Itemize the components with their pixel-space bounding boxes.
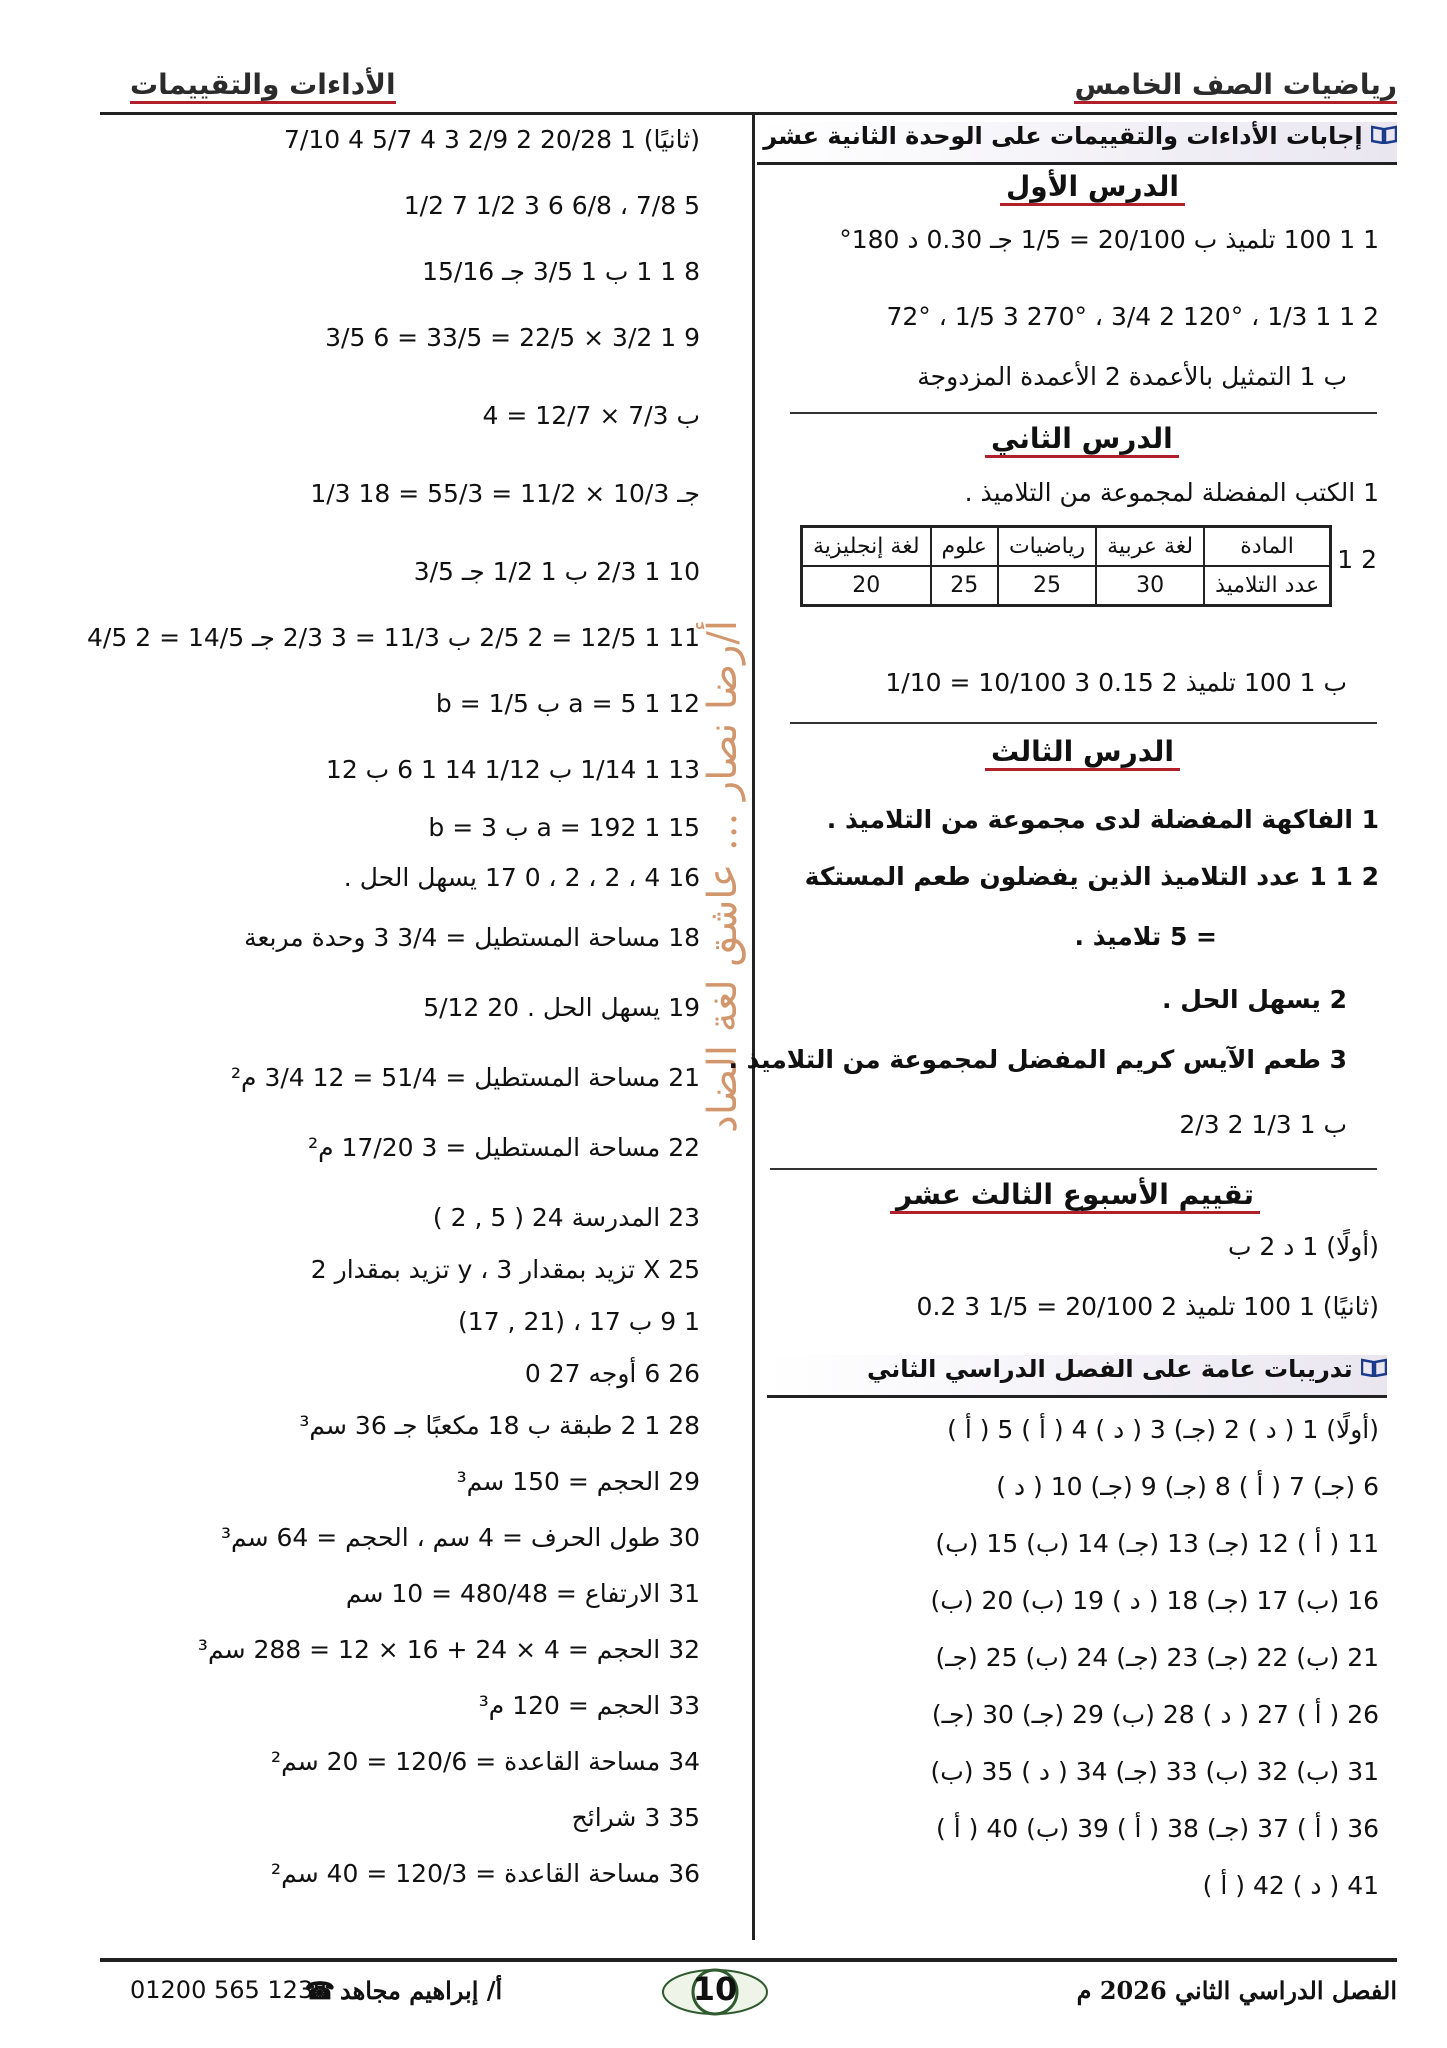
lesson1-row3: ب 1 التمثيل بالأعمدة 2 الأعمدة المزدوجة [917,362,1347,391]
lesson3-row2: 2 1 1 عدد التلاميذ الذين يفضلون طعم المستكة [804,862,1379,891]
lesson1-title: الدرس الأول [1000,170,1185,203]
list-item: جـ 10/3 × 11/2 = 55/3 = 18 1/3 [310,479,700,508]
list-item: 31 الارتفاع = 480/48 = 10 سم [345,1579,700,1608]
footer-phone: 01200 565 123 [130,1976,314,2004]
list-item: 36 ( أ ) 37 (جـ) 38 ( أ ) 39 (ب) 40 ( أ ) [936,1814,1379,1843]
list-item: 26 6 أوجه 27 0 [524,1359,700,1388]
list-item: 31 (ب) 32 (ب) 33 (جـ) 34 ( د ) 35 (ب) [930,1757,1379,1786]
list-item: 15 1 a = 192 ب b = 3 [428,813,700,842]
list-item: 9 1 3/2 × 22/5 = 33/5 = 6 3/5 [325,323,700,352]
lesson3-row5: 3 طعم الآيس كريم المفضل لمجموعة من التلاميذ . [728,1045,1347,1074]
left-answers [87,125,700,1915]
lesson2-row3: ب 1 100 تلميذ 2 0.15 3 10/100 = 1/10 [885,668,1347,697]
watermark: أ/رضا نصار ... عاشق لغة الضاد [700,620,746,1133]
week-row2: (ثانيًا) 1 100 تلميذ 2 20/100 = 1/5 3 0.2 [916,1292,1379,1321]
footer-semester: الفصل الدراسي الثاني 2026 م [1076,1976,1397,2005]
phone-icon: ☎ [305,1976,335,2005]
table-cell: المادة [1204,527,1331,567]
table-row [802,566,1331,606]
list-item: 36 مساحة القاعدة = 120/3 = 40 سم² [271,1859,700,1888]
lesson1-row2: 2 1 1 1/3 ، 120° 2 3/4 ، 270° 3 1/5 ، 72° [886,302,1379,331]
list-item: 21 (ب) 22 (جـ) 23 (جـ) 24 (ب) 25 (جـ) [935,1643,1379,1672]
lesson3-row1: 1 الفاكهة المفضلة لدى مجموعة من التلاميذ . [826,805,1379,834]
list-item: 23 المدرسة 24 ( 5 , 2 ) [432,1203,700,1232]
header-divider [100,112,1397,115]
header-left-title: الأداءات والتقييمات [130,68,396,101]
list-item: 21 مساحة المستطيل = 51/4 = 12 3/4 م² [230,1063,700,1092]
list-item: 6 (جـ) 7 ( أ ) 8 (جـ) 9 (جـ) 10 ( د ) [996,1472,1379,1501]
list-item: 32 الحجم = 4 × 24 + 16 × 12 = 288 سم³ [197,1635,700,1664]
list-item: (ثانيًا) 1 20/28 2 2/9 3 4 5/7 4 7/10 [284,125,700,154]
list-item: 29 الحجم = 150 سم³ [456,1467,700,1496]
table-cell: 20 [802,566,931,606]
list-item: 22 مساحة المستطيل = 3 17/20 م² [308,1133,700,1162]
list-item: 5 7/8 ، 6/8 6 3 1/2 7 1/2 [403,191,700,220]
lesson3-row4: 2 يسهل الحل . [1162,985,1347,1014]
table-cell: عدد التلاميذ [1204,566,1331,606]
subject-table [800,525,1332,607]
list-item: 35 3 شرائح [571,1803,700,1832]
list-item: 12 1 a = 5 ب b = 1/5 [435,689,700,718]
list-item: 34 مساحة القاعدة = 120/6 = 20 سم² [271,1747,700,1776]
list-item: 13 1 1/14 ب 1/12 14 1 6 ب 12 [325,755,700,784]
table-cell: رياضيات [998,527,1096,567]
table-cell: 30 [1096,566,1204,606]
list-item: 10 1 2/3 ب 1 1/2 جـ 3/5 [413,557,700,586]
list-item: 16 4 ، 2 ، 2 ، 0 17 يسهل الحل . [343,863,700,892]
lesson-divider-2 [790,722,1377,724]
week-title: تقييم الأسبوع الثالث عشر [890,1178,1260,1211]
lesson3-title: الدرس الثالث [985,735,1180,768]
list-item: (أولًا) 1 ( د ) 2 (جـ) 3 ( د ) 4 ( أ ) 5 ( أ ) [947,1415,1379,1444]
general-answers [759,1415,1379,1928]
list-item: 1 9 ب 17 ، (21 , 17) [458,1307,700,1336]
list-item: 8 1 1 ب 1 3/5 جـ 15/16 [422,257,700,286]
list-item: 28 1 2 طبقة ب 18 مكعبًا جـ 36 سم³ [299,1411,700,1440]
lesson2-label2: 2 1 [1337,545,1377,574]
list-item: 25 X تزيد بمقدار 3 ، y تزيد بمقدار 2 [310,1255,700,1284]
answers-section-title: إجابات الأداءات والتقييمات على الوحدة الثانية عشر [757,122,1397,165]
table-cell: علوم [931,527,998,567]
page-number: 10 [660,1962,770,2022]
list-item: 11 ( أ ) 12 (جـ) 13 (جـ) 14 (ب) 15 (ب) [935,1529,1379,1558]
list-item: 33 الحجم = 120 م³ [478,1691,700,1720]
table-cell: لغة عربية [1096,527,1204,567]
footer-teacher: أ/ إبراهيم مجاهد [340,1976,503,2005]
list-item: 26 ( أ ) 27 ( د ) 28 (ب) 29 (جـ) 30 (جـ) [931,1700,1379,1729]
book-icon [1371,122,1397,142]
lesson1-row1: 1 1 100 تلميذ ب 20/100 = 1/5 جـ 0.30 د 180° [839,225,1379,254]
table-cell: لغة إنجليزية [802,527,931,567]
week-row1: (أولًا) 1 د 2 ب [1227,1232,1379,1261]
lesson3-row6: ب 1 1/3 2 2/3 [1179,1110,1347,1139]
book-icon [1361,1355,1387,1375]
list-item: 30 طول الحرف = 4 سم ، الحجم = 64 سم³ [220,1523,700,1552]
list-item: ب 7/3 × 12/7 = 4 [482,401,700,430]
table-header-row [802,527,1331,567]
header-right-title: رياضيات الصف الخامس [1074,68,1397,101]
table-cell: 25 [998,566,1096,606]
lesson3-row3: = 5 تلاميذ . [1074,922,1217,951]
lesson-divider-3 [770,1168,1377,1170]
general-section-title: تدريبات عامة على الفصل الدراسي الثاني [767,1355,1387,1398]
lesson2-title: الدرس الثاني [985,422,1179,455]
list-item: 19 يسهل الحل . 20 5/12 [423,993,700,1022]
table-cell: 25 [931,566,998,606]
list-item: 18 مساحة المستطيل = 3/4 3 وحدة مربعة [244,923,700,952]
lesson2-row1: 1 الكتب المفضلة لمجموعة من التلاميذ . [964,478,1379,507]
list-item: 41 ( د ) 42 ( أ ) [1202,1871,1379,1900]
lesson-divider-1 [790,412,1377,414]
list-item: 16 (ب) 17 (جـ) 18 ( د ) 19 (ب) 20 (ب) [930,1586,1379,1615]
list-item: 11 1 12/5 = 2 2/5 ب 11/3 = 3 2/3 جـ 14/5 = 2 4/5 [87,623,700,652]
